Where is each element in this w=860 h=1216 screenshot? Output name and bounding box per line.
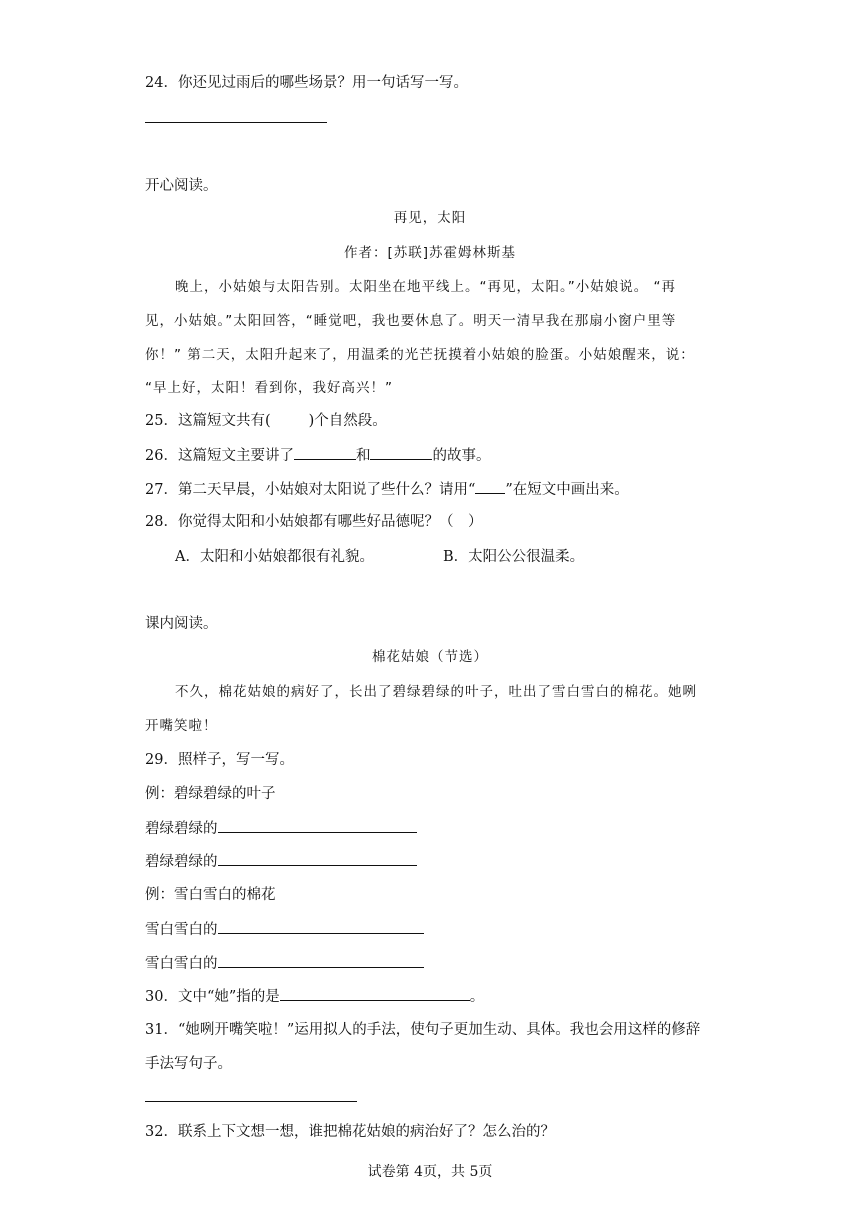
underline-sample-27 bbox=[475, 479, 505, 494]
answer-blank-29-3[interactable] bbox=[218, 919, 424, 934]
passage-line: 开嘴笑啦！ bbox=[145, 718, 218, 734]
question-26 bbox=[145, 445, 490, 466]
passage-line: 晚上，小姑娘与太阳告别。太阳坐在地平线上。“再见，太阳。”小姑娘说。 “再 bbox=[175, 279, 677, 295]
question-25-suffix: )个自然段。 bbox=[308, 413, 387, 429]
fill-prefix: 碧绿碧绿的 bbox=[145, 821, 218, 837]
question-26-and: 和 bbox=[355, 448, 371, 464]
question-24: 24．你还见过雨后的哪些场景？用一句话写一写。 bbox=[145, 75, 468, 91]
fill-prefix: 雪白雪白的 bbox=[145, 922, 218, 938]
question-26-prefix: 26．这篇短文主要讲了 bbox=[145, 448, 294, 464]
example-1: 例：碧绿碧绿的叶子 bbox=[145, 786, 276, 802]
section-heading-in-class-reading: 课内阅读。 bbox=[145, 616, 218, 632]
question-27-suffix: ”在短文中画出来。 bbox=[505, 482, 629, 498]
passage-title-2: 棉花姑娘（节选） bbox=[372, 649, 488, 665]
page-footer: 试卷第 4页，共 5页 bbox=[367, 1164, 493, 1180]
fill-prefix: 雪白雪白的 bbox=[145, 956, 218, 972]
passage-author: 作者：[苏联]苏霍姆林斯基 bbox=[343, 245, 517, 261]
passage-line: “早上好，太阳！看到你，我好高兴！” bbox=[145, 380, 393, 396]
answer-blank-26a[interactable] bbox=[294, 445, 356, 460]
section-heading-happy-reading: 开心阅读。 bbox=[145, 178, 218, 194]
question-25-prefix: 25．这篇短文共有( bbox=[145, 413, 271, 429]
question-31-line-1: 31．“她咧开嘴笑啦！”运用拟人的手法，使句子更加生动、具体。我也会用这样的修辞 bbox=[145, 1022, 701, 1038]
question-30 bbox=[145, 986, 484, 1007]
option-a[interactable]: A．太阳和小姑娘都很有礼貌。 bbox=[175, 549, 374, 565]
answer-blank-29-2[interactable] bbox=[218, 851, 417, 866]
example-2: 例：雪白雪白的棉花 bbox=[145, 887, 276, 903]
fill-row bbox=[145, 919, 424, 940]
question-28: 28．你觉得太阳和小姑娘都有哪些好品德呢？（ ） bbox=[145, 514, 483, 530]
question-31-line-2: 手法写句子。 bbox=[145, 1056, 232, 1072]
question-27 bbox=[145, 479, 629, 500]
answer-blank-29-1[interactable] bbox=[218, 818, 417, 833]
fill-prefix: 碧绿碧绿的 bbox=[145, 854, 218, 870]
question-25 bbox=[145, 411, 387, 431]
passage-line: 见，小姑娘。”太阳回答，“睡觉吧，我也要休息了。明天一清早我在那扇小窗户里等 bbox=[145, 313, 677, 329]
option-b[interactable]: B．太阳公公很温柔。 bbox=[443, 549, 585, 565]
question-26-suffix: 的故事。 bbox=[432, 448, 491, 464]
answer-blank-26b[interactable] bbox=[370, 445, 432, 460]
passage-line: 不久，棉花姑娘的病好了，长出了碧绿碧绿的叶子，吐出了雪白雪白的棉花。她咧 bbox=[175, 684, 697, 700]
question-30-suffix: 。 bbox=[469, 989, 485, 1005]
fill-row bbox=[145, 818, 417, 839]
question-27-prefix: 27．第二天早晨，小姑娘对太阳说了些什么？请用“ bbox=[145, 482, 476, 498]
answer-line-31[interactable] bbox=[145, 1101, 357, 1102]
answer-blank-30[interactable] bbox=[280, 986, 470, 1001]
answer-blank-29-4[interactable] bbox=[218, 953, 424, 968]
question-30-prefix: 30．文中“她”指的是 bbox=[145, 989, 280, 1005]
fill-row bbox=[145, 953, 424, 974]
passage-line: 你！” 第二天，太阳升起来了，用温柔的光芒抚摸着小姑娘的脸蛋。小姑娘醒来，说： bbox=[145, 347, 695, 363]
passage-title: 再见，太阳 bbox=[393, 210, 467, 226]
question-32: 32．联系上下文想一想，谁把棉花姑娘的病治好了？怎么治的？ bbox=[145, 1124, 555, 1140]
answer-line-24[interactable] bbox=[145, 122, 327, 123]
question-29: 29．照样子，写一写。 bbox=[145, 752, 294, 768]
fill-row bbox=[145, 851, 417, 872]
